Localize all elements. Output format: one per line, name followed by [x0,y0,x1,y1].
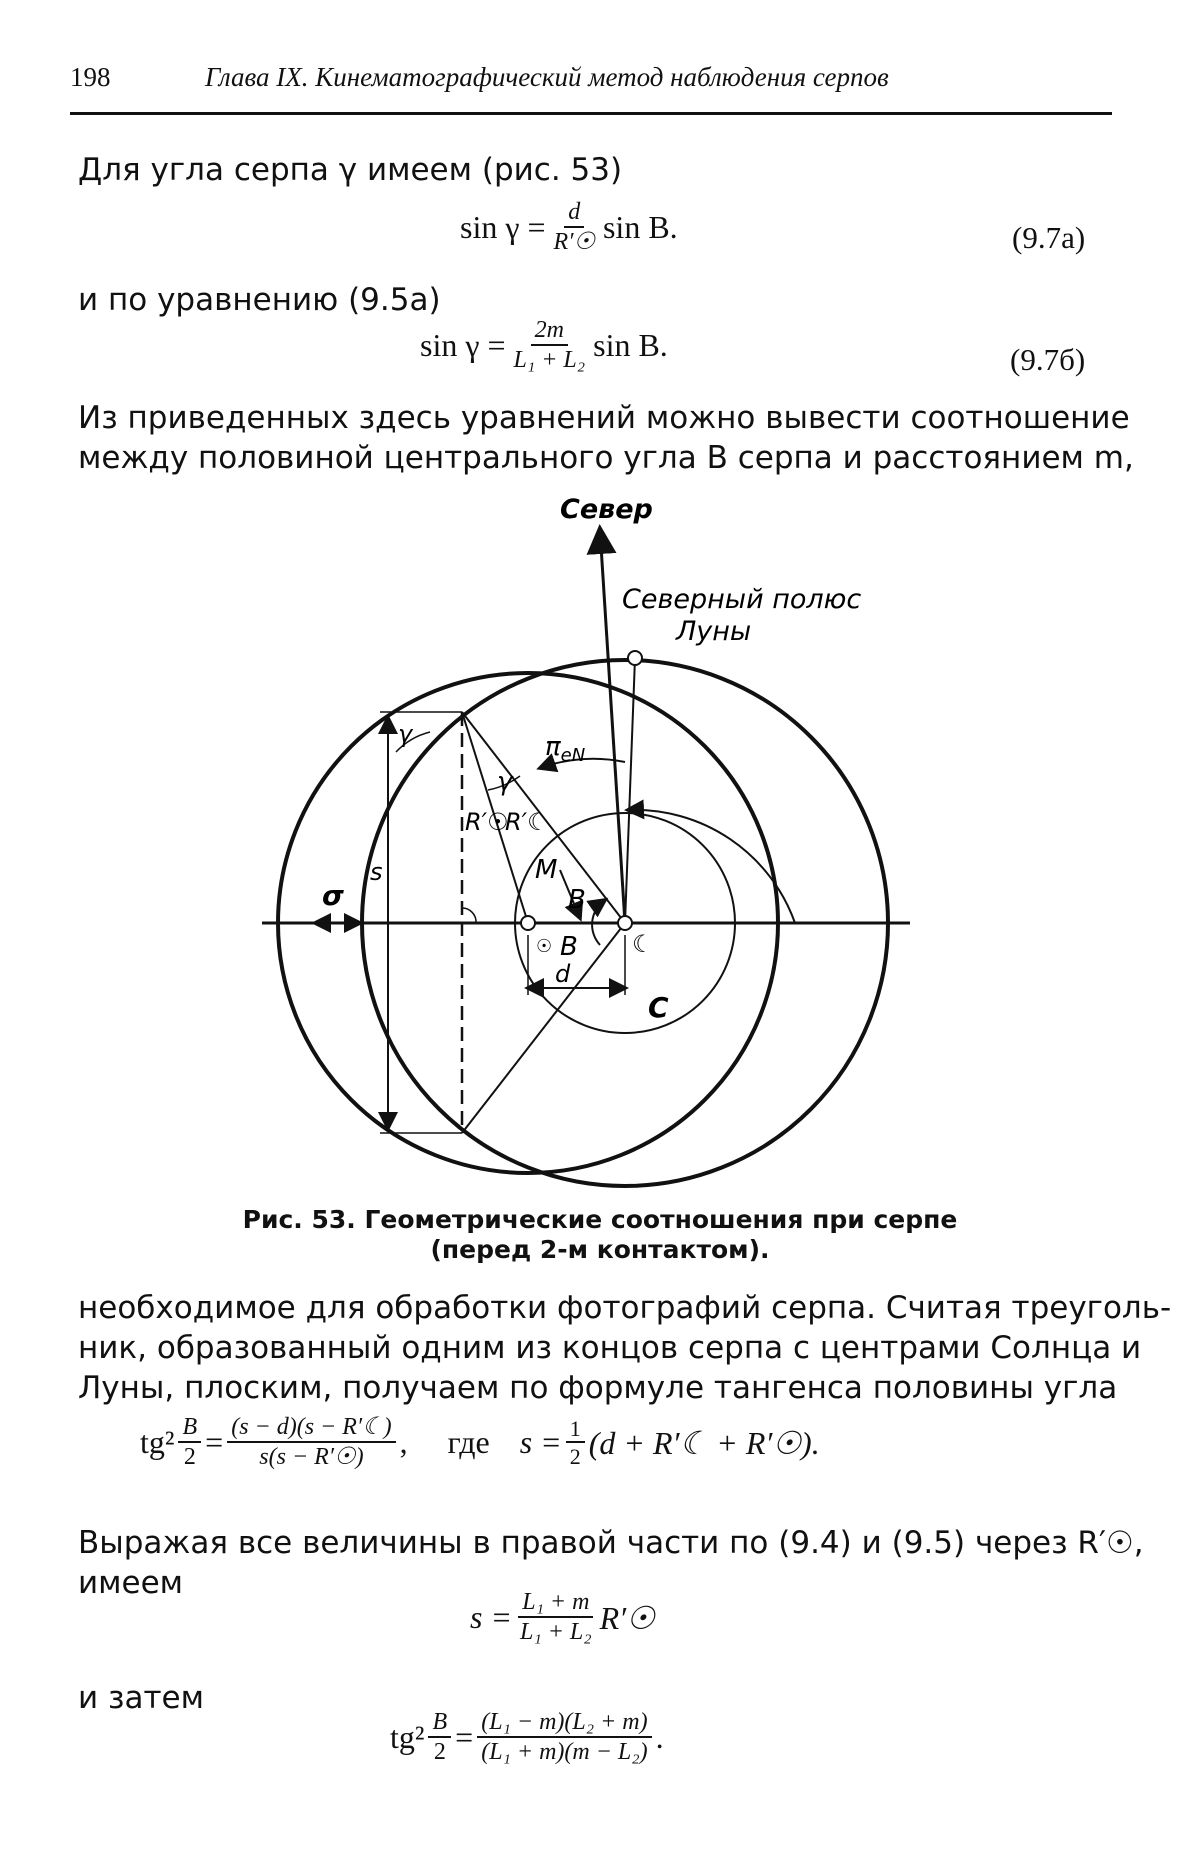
text-line: между половиной центрального угла B серпа и расстоянием m, [78,440,1134,476]
equation-9-7a: sin γ = $\frac{d}{R'☉}$ sin B. [460,199,678,256]
text-line: необходимое для обработки фотографий серпа. Считая треуголь- [78,1290,1172,1326]
equation-final: tg² $\frac{B}{2}$ = $\frac{\text{(L₁ − m)(L₂ + m)}}{\text{(L₁ + m)(m − L₂)}}$ . [390,1709,664,1766]
label-sigma: σ [322,879,344,912]
chapter-title: Глава IX. Кинематографический метод наблюдения серпов [205,62,889,92]
label-pole-1: Северный полюс [622,584,862,615]
moon-pole-point [628,651,642,665]
text-line: ник, образованный одним из концов серпа с центрами Солнца и [78,1330,1142,1366]
label-gamma: γ [497,767,513,797]
label-north: Север [560,494,653,525]
label-r-sun: R′☉ [465,808,509,836]
line-to-cusp [462,923,528,1133]
text-line: Выражая все величины в правой части по (9.4) и (9.5) через R′☉, [78,1525,1144,1561]
equation-number: (9.7а) [1012,220,1086,255]
equation-9-7b: sin γ = $\frac{2m}{\text{L₁ + L₂}}$ sin B. [420,317,668,374]
label-pi: $\pi_{eN}$ [545,732,586,766]
label-m: M [535,855,558,885]
label-pole-2: Луны [676,616,752,647]
equation-tangent-half-angle: tg² $\frac{B}{2}$ = $\frac{(s - d)(s - R'☾)}{s(s - R'☉)}$ , где s = $\frac{1}{2}$ (d + R′☾ + R′☉). [140,1414,820,1471]
figure-caption: Рис. 53. Геометрические соотношения при серпе (перед 2-м контактом). [242,1205,958,1264]
page-number: 198 [70,62,111,92]
moon-center [618,916,632,930]
sun-center [521,916,535,930]
label-gamma-left: γ [398,720,413,748]
text-line: и затем [78,1680,204,1716]
text-line: Луны, плоским, получаем по формуле тангенса половины угла [78,1370,1118,1406]
label-sun-symbol: ☉ [536,936,553,957]
text-line: Для угла серпа γ имеем (рис. 53) [78,152,623,188]
label-moon-symbol: ☾ [632,930,654,958]
label-b2: B [560,932,578,962]
label-d: d [555,960,571,988]
label-s: s [370,858,383,886]
label-b1: B [568,885,586,915]
header-rule [70,112,1112,115]
label-r-moon: R′☾ [505,808,549,836]
equation-number: (9.7б) [1010,342,1086,377]
figure-53-diagram [0,490,1200,1210]
text-line: и по уравнению (9.5а) [78,282,441,318]
pole-line [625,658,635,923]
text-line: Из приведенных здесь уравнений можно вывести соотношение [78,400,1130,436]
label-c: C [648,991,669,1024]
text-line: имеем [78,1565,184,1601]
equation-s: s = $\frac{\text{L₁ + m}}{\text{L₁ + L₂}}$ R′☉ [470,1589,655,1646]
